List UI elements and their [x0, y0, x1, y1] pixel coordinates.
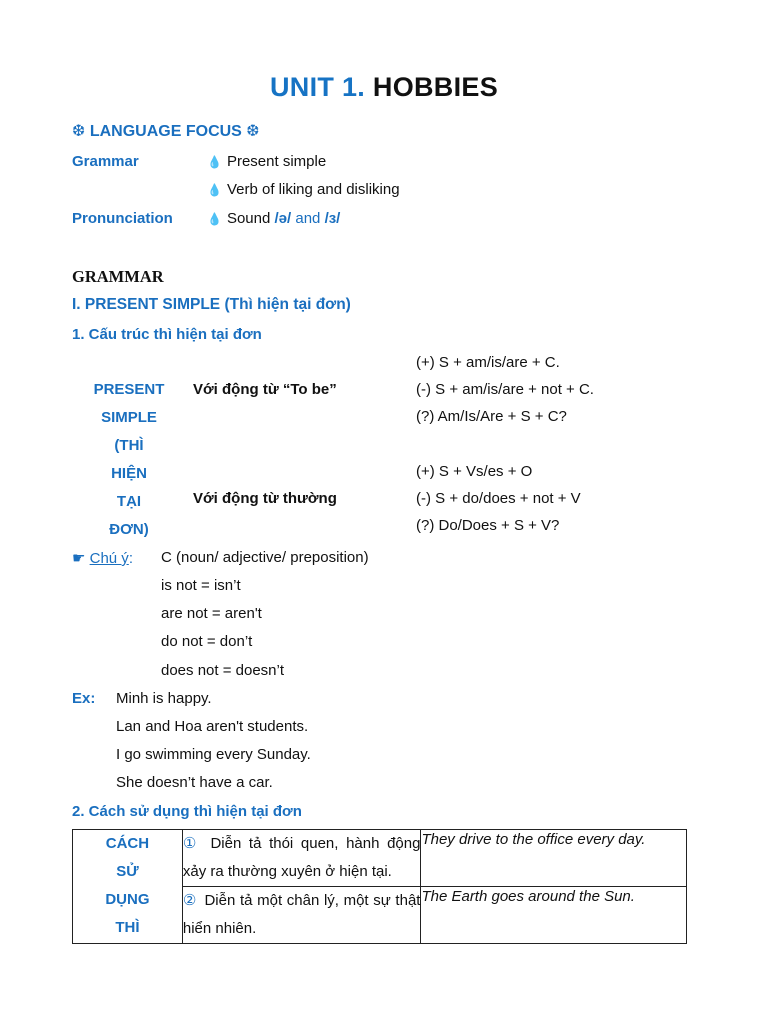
sub-heading: 1. Cấu trúc thì hiện tại đơn: [72, 326, 262, 343]
formula-negative: (-) S + do/does + not + V: [416, 490, 581, 507]
pronunciation-item: 💧 Sound /ə/ and /ɜ/: [207, 210, 341, 227]
example-line: She doesn’t have a car.: [116, 774, 273, 791]
note-line: does not = doesn’t: [161, 662, 285, 679]
grammar-item: 💧 Present simple: [207, 153, 327, 170]
note-line: is not = isn’t: [161, 577, 241, 594]
droplet-bullet-icon: 💧: [207, 212, 222, 226]
usage-description: ② Diễn tả một chân lý, một sự thật hiển nhiên.: [182, 887, 421, 944]
usage-label-line: SỬ: [116, 863, 139, 880]
example-label: Ex:: [72, 690, 96, 707]
section-heading: I. PRESENT SIMPLE (Thì hiện tại đơn): [72, 296, 351, 313]
present-simple-label-line: ĐƠN): [109, 521, 149, 538]
usage-label-line: DỤNG: [105, 891, 150, 908]
language-focus-heading: ❆ LANGUAGE FOCUS ❆: [72, 123, 260, 140]
formula-positive: (+) S + am/is/are + C.: [416, 354, 560, 371]
table-row: [73, 830, 687, 887]
droplet-bullet-icon: 💧: [207, 155, 222, 169]
grammar-item: 💧 Verb of liking and disliking: [207, 181, 400, 198]
usage-table: [72, 829, 687, 944]
note-line: are not = aren't: [161, 605, 262, 622]
droplet-bullet-icon: 💧: [207, 183, 222, 197]
grammar-label: Grammar: [72, 153, 139, 170]
formula-question: (?) Am/Is/Are + S + C?: [416, 408, 567, 425]
number-one-icon: ①: [182, 835, 200, 852]
sound-symbol: /ɜ/: [324, 210, 341, 227]
pronunciation-label: Pronunciation: [72, 210, 173, 227]
formula-positive: (+) S + Vs/es + O: [416, 463, 533, 480]
note-label: ☛ Chú ý:: [72, 550, 133, 567]
present-simple-label-line: HIỆN: [111, 465, 147, 482]
usage-example: They drive to the office every day.: [421, 830, 687, 887]
usage-label-line: THÌ: [115, 919, 140, 936]
example-line: Lan and Hoa aren't students.: [116, 718, 309, 735]
usage-description: ① Diễn tả thói quen, hành động xảy ra thường xuyên ở hiện tại.: [182, 830, 421, 887]
sound-and: and: [295, 210, 321, 227]
note-line: C (noun/ adjective/ preposition): [161, 549, 369, 566]
unit-topic: HOBBIES: [372, 72, 499, 102]
grammar-heading: GRAMMAR: [72, 267, 164, 286]
example-line: I go swimming every Sunday.: [116, 746, 311, 763]
formula-question: (?) Do/Does + S + V?: [416, 517, 560, 534]
sub-heading: 2. Cách sử dụng thì hiện tại đơn: [72, 803, 302, 820]
present-simple-label-line: (THÌ: [114, 437, 144, 454]
page-title: [0, 72, 768, 103]
sound-symbol: /ə/: [274, 210, 292, 227]
usage-example: The Earth goes around the Sun.: [421, 887, 687, 944]
formula-negative: (-) S + am/is/are + not + C.: [416, 381, 594, 398]
pointing-hand-icon: ☛: [72, 550, 86, 567]
present-simple-label-line: SIMPLE: [101, 409, 157, 426]
to-be-label: Với động từ “To be”: [193, 381, 337, 398]
number-two-icon: ②: [182, 892, 197, 909]
unit-number: UNIT 1.: [269, 72, 366, 102]
regular-verb-label: Với động từ thường: [193, 490, 337, 507]
usage-label-line: CÁCH: [105, 835, 150, 852]
present-simple-label-line: TẠI: [116, 493, 142, 510]
note-line: do not = don’t: [161, 633, 253, 650]
usage-label-cell: [73, 830, 183, 944]
example-line: Minh is happy.: [116, 690, 212, 707]
present-simple-label-line: PRESENT: [93, 381, 165, 398]
